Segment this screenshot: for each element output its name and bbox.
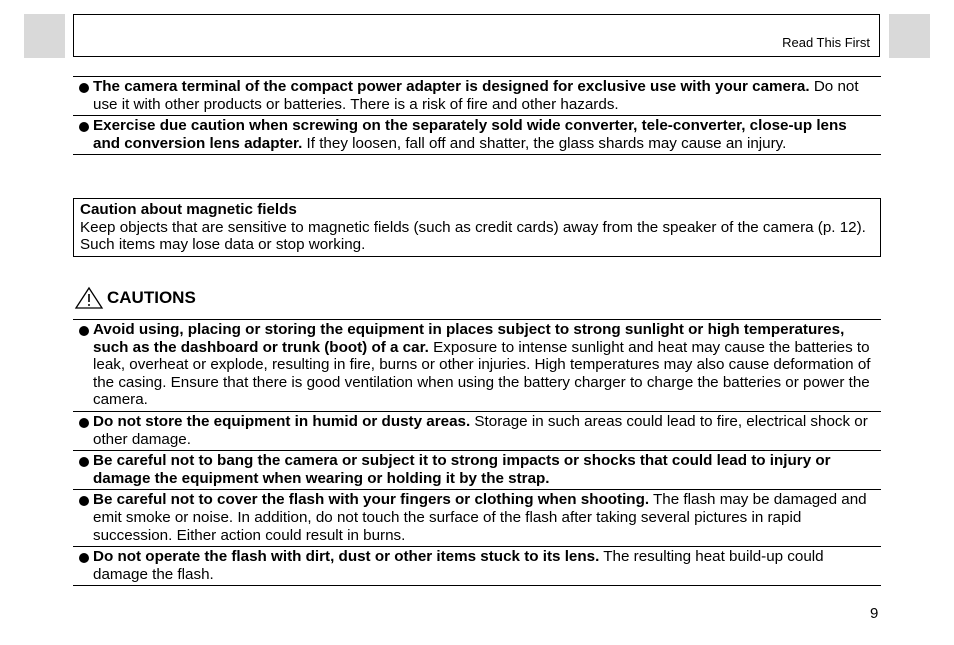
item-text: The resulting heat build-up could damage the flash. — [93, 548, 824, 583]
top-warning-list — [73, 76, 881, 155]
item-text: The flash may be damaged and emit smoke or noise. In addition, do not touch the surface of the flash after taking several pictures in rapid succession. Either action could result in burns. — [93, 491, 867, 544]
left-corner-tab — [24, 14, 65, 58]
right-corner-tab — [889, 14, 930, 58]
list-item — [73, 77, 881, 116]
item-text: Do not use it with other products or batteries. There is a risk of fire and other hazards. — [93, 78, 859, 113]
list-item — [73, 490, 881, 547]
cautions-heading — [74, 286, 196, 310]
warning-triangle-icon — [74, 286, 104, 310]
magnetic-fields-notice — [73, 198, 881, 257]
item-bold-text: Be careful not to bang the camera or subject it to strong impacts or shocks that could lead to injury or damage the equipment when wearing or holding it by the strap. — [93, 452, 831, 487]
list-item — [73, 412, 881, 451]
cautions-list — [73, 319, 881, 586]
item-bold-text: Exercise due caution when screwing on the separately sold wide converter, tele-converter, close-up lens and conversion lens adapter. — [93, 117, 847, 152]
item-text: If they loosen, fall off and shatter, the glass shards may cause an injury. — [302, 134, 787, 152]
page-number: 9 — [870, 605, 879, 622]
item-bold-text: Do not store the equipment in humid or dusty areas. — [93, 412, 471, 430]
cautions-title: CAUTIONS — [107, 288, 196, 307]
list-item — [73, 451, 881, 490]
page-header — [73, 14, 880, 57]
item-bold-text: Be careful not to cover the flash with your fingers or clothing when shooting. — [93, 491, 650, 509]
notice-text: Keep objects that are sensitive to magnetic fields (such as credit cards) away from the speaker of the camera (p. 12). Such items may lose data or stop working. — [80, 218, 866, 254]
item-bold-text: Avoid using, placing or storing the equipment in places subject to strong sunlight or high temperatures, such as the dashboard or trunk (boot) of a car. — [93, 321, 845, 356]
item-text: Storage in such areas could lead to fire, electrical shock or other damage. — [93, 412, 868, 448]
item-text: Exposure to intense sunlight and heat may cause the batteries to leak, overheat or explode, resulting in fire, burns or other injuries. High temperatures may also cause deformation of the casing. Ensure that there is good ventilation when using the battery charger to charge the batteries or power the camera. — [93, 338, 871, 409]
item-bold-text: The camera terminal of the compact power adapter is designed for exclusive use with your camera. — [93, 78, 810, 95]
notice-title: Caution about magnetic fields — [80, 201, 297, 218]
item-bold-text: Do not operate the flash with dirt, dust or other items stuck to its lens. — [93, 548, 600, 566]
list-item — [73, 320, 881, 412]
header-title: Read This First — [782, 35, 870, 50]
list-item — [73, 547, 881, 586]
list-item — [73, 116, 881, 155]
